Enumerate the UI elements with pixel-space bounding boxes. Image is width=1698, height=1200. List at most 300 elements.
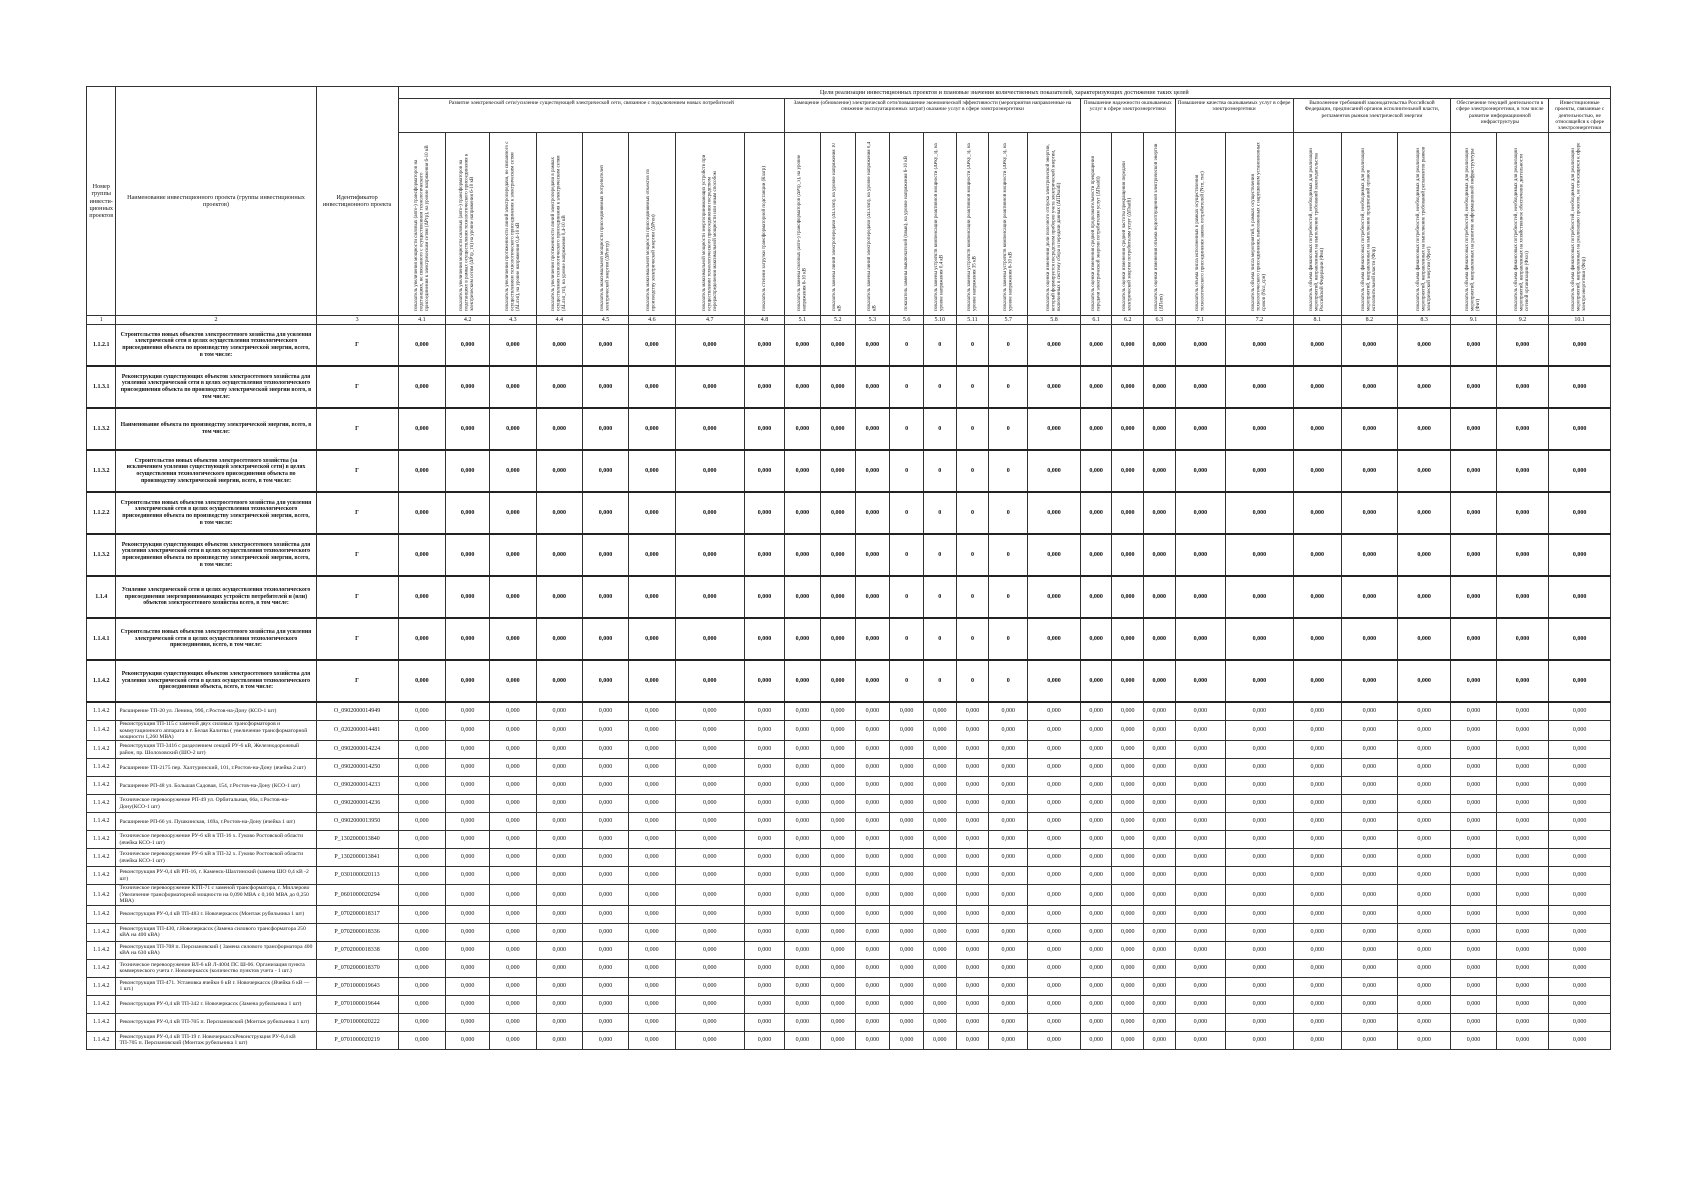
indicator-value: 0,000: [446, 777, 490, 795]
indicator-value: 0,000: [1293, 534, 1341, 576]
indicator-value: 0,000: [1496, 450, 1549, 492]
indicator-value: 0,000: [1293, 849, 1341, 867]
indicator-value: 0,000: [1175, 492, 1226, 534]
goal-group-header: Замещение (обновление) электрической сети/повышение экономической эффективности (мероприятия направленные на снижение эксплуатационных затрат) оказание услуг в сфере электроэнергетики: [785, 99, 1081, 133]
indicator-value: 0,000: [1397, 995, 1451, 1013]
indicator-value: 0,000: [956, 941, 989, 959]
indicator-value: 0,000: [629, 702, 675, 721]
indicator-value: 0,000: [1549, 450, 1611, 492]
indicator-value: 0,000: [1496, 759, 1549, 777]
indicator-value: 0,000: [1175, 408, 1226, 450]
indicator-value: 0,000: [1451, 795, 1496, 813]
indicator-value: 0,000: [989, 795, 1028, 813]
indicator-value: 0,000: [446, 741, 490, 759]
row-name: Реконструкция существующих объектов электросетевого хозяйства для усиления электрической сети в целях осуществления технологического присоединения объекта, всего, в том числе:: [116, 660, 316, 702]
indicator-value: 0,000: [1175, 1013, 1226, 1031]
indicator-header: [785, 133, 821, 316]
indicator-value: 0,000: [1028, 885, 1081, 905]
indicator-value: 0,000: [1397, 849, 1451, 867]
indicator-value: 0,000: [536, 831, 582, 849]
project-row: [87, 905, 1611, 923]
indicator-value: 0,000: [785, 534, 821, 576]
indicator-value: 0: [956, 366, 989, 408]
indicator-value: 0,000: [1080, 721, 1112, 741]
indicator-value: 0,000: [1226, 1013, 1293, 1031]
indicator-value: 0,000: [446, 941, 490, 959]
indicator-value: 0,000: [446, 660, 490, 702]
indicator-value: 0,000: [890, 995, 924, 1013]
indicator-value: 0,000: [446, 795, 490, 813]
indicator-value: 0,000: [745, 408, 785, 450]
indicator-header-text: показатель замены линий электропередачи (ΔLзлэп), на уровне напряжения 10 кВ: [832, 142, 843, 311]
indicator-value: 0,000: [1341, 576, 1397, 618]
indicator-value: 0,000: [1226, 849, 1293, 867]
row-name: Расширение РП-66 ул. Пушкинская, 169а, г.Ростов-на-Дону (ячейка 1 шт): [116, 813, 316, 831]
project-row: [87, 831, 1611, 849]
indicator-value: 0,000: [855, 721, 890, 741]
indicator-value: 0,000: [536, 885, 582, 905]
indicator-value: 0,000: [446, 831, 490, 849]
project-row: [87, 702, 1611, 721]
indicator-value: 0,000: [1112, 941, 1144, 959]
indicator-value: 0,000: [1112, 741, 1144, 759]
indicator-value: 0,000: [629, 867, 675, 885]
row-name: Техническое перевооружение КТП-71 с заменой трансформатора, г. Миллерово (Увеличение трансформаторной мощности на 0,090 МВА с 0,160 МВА до 0,250 МВА): [116, 885, 316, 905]
indicator-value: 0,000: [1080, 867, 1112, 885]
col-project-name-header: Наименование инвестиционного проекта (группы инвестиционных проектов): [116, 87, 316, 316]
indicator-value: 0,000: [1397, 721, 1451, 741]
indicator-value: 0,000: [1175, 1031, 1226, 1049]
indicator-value: 0,000: [446, 492, 490, 534]
indicator-value: 0,000: [675, 1031, 744, 1049]
indicator-value: 0,000: [745, 325, 785, 367]
indicator-value: 0,000: [1451, 576, 1496, 618]
indicator-value: 0,000: [582, 366, 628, 408]
indicator-value: 0: [989, 492, 1028, 534]
indicator-value: 0,000: [1144, 660, 1176, 702]
indicator-value: 0: [923, 366, 956, 408]
indicator-header: [490, 133, 536, 316]
row-number: 1.1.4.2: [87, 1013, 116, 1031]
indicator-value: 0,000: [956, 1013, 989, 1031]
indicator-header: [675, 133, 744, 316]
indicator-value: 0,000: [1293, 408, 1341, 450]
indicator-value: 0,000: [1496, 325, 1549, 367]
indicator-value: 0,000: [675, 831, 744, 849]
indicator-value: 0,000: [1175, 849, 1226, 867]
indicator-value: 0,000: [1226, 977, 1293, 995]
indicator-value: 0,000: [1397, 660, 1451, 702]
indicator-value: 0: [890, 408, 924, 450]
row-identifier: Р_0701000019644: [316, 995, 398, 1013]
project-row: [87, 885, 1611, 905]
indicator-value: 0,000: [1549, 905, 1611, 923]
indicator-value: 0,000: [446, 995, 490, 1013]
indicator-value: 0,000: [785, 702, 821, 721]
indicator-value: 0,000: [745, 867, 785, 885]
row-number: 1.1.4.2: [87, 660, 116, 702]
indicator-value: 0,000: [855, 1013, 890, 1031]
indicator-value: 0,000: [675, 660, 744, 702]
indicator-value: 0,000: [1549, 977, 1611, 995]
indicator-value: 0,000: [890, 813, 924, 831]
indicator-value: 0,000: [820, 721, 855, 741]
indicator-value: 0,000: [1341, 813, 1397, 831]
indicator-value: 0,000: [785, 450, 821, 492]
indicator-value: 0,000: [785, 492, 821, 534]
indicator-value: 0,000: [1451, 885, 1496, 905]
indicator-value: 0,000: [582, 995, 628, 1013]
indicator-value: 0,000: [1293, 366, 1341, 408]
indicator-value: 0,000: [956, 813, 989, 831]
indicator-value: 0,000: [675, 721, 744, 741]
indicator-value: 0,000: [1397, 366, 1451, 408]
indicator-value: 0,000: [1549, 849, 1611, 867]
indicator-value: 0,000: [398, 1013, 445, 1031]
indicator-value: 0,000: [1144, 777, 1176, 795]
goal-group-header: Обеспечение текущей деятельности в сфере электроэнергетики, в том числе развитие информационной инфраструктуры: [1451, 99, 1549, 133]
indicator-value: 0,000: [1293, 660, 1341, 702]
indicator-value: 0,000: [855, 366, 890, 408]
indicator-value: 0,000: [675, 759, 744, 777]
indicator-value: 0,000: [582, 534, 628, 576]
indicator-value: 0,000: [1144, 450, 1176, 492]
indicator-value: 0,000: [536, 977, 582, 995]
indicator-value: 0,000: [1451, 366, 1496, 408]
indicator-value: 0,000: [1549, 325, 1611, 367]
indicator-value: 0,000: [1028, 450, 1081, 492]
indicator-value: 0,000: [490, 1013, 536, 1031]
project-row: [87, 759, 1611, 777]
indicator-value: 0: [890, 576, 924, 618]
column-number: 6.2: [1112, 316, 1144, 325]
indicator-value: 0,000: [1226, 795, 1293, 813]
indicator-value: 0,000: [629, 721, 675, 741]
indicator-value: 0,000: [675, 534, 744, 576]
indicator-value: 0,000: [1144, 831, 1176, 849]
indicator-value: 0,000: [490, 831, 536, 849]
indicator-value: 0,000: [1293, 721, 1341, 741]
indicator-value: 0,000: [890, 959, 924, 977]
indicator-value: 0,000: [536, 450, 582, 492]
indicator-value: 0,000: [490, 777, 536, 795]
indicator-value: 0,000: [890, 849, 924, 867]
row-identifier: Г: [316, 618, 398, 660]
indicator-value: 0,000: [820, 408, 855, 450]
indicator-value: 0,000: [1175, 977, 1226, 995]
col-project-id-header: Идентификатор инвестиционного проекта: [316, 87, 398, 316]
indicator-value: 0,000: [398, 325, 445, 367]
indicator-value: 0,000: [1341, 702, 1397, 721]
indicator-value: 0,000: [820, 741, 855, 759]
indicator-value: 0,000: [490, 492, 536, 534]
indicator-value: 0,000: [675, 941, 744, 959]
indicator-value: 0,000: [582, 325, 628, 367]
indicator-header-text: показатель объема числа исполненных в рамках осуществления технологического присоединения заявок потребителей (Nтп, тнс): [1194, 171, 1206, 311]
indicator-value: 0,000: [855, 905, 890, 923]
indicator-header-text: показатель степени загрузки трансформаторной подстанции (Кзагр): [761, 165, 767, 311]
indicator-value: 0,000: [1175, 325, 1226, 367]
indicator-value: 0: [890, 450, 924, 492]
indicator-value: 0,000: [629, 1031, 675, 1049]
indicator-value: 0,000: [1112, 867, 1144, 885]
row-identifier: Г: [316, 450, 398, 492]
indicator-value: 0,000: [536, 795, 582, 813]
indicator-value: 0,000: [745, 995, 785, 1013]
indicator-value: 0,000: [536, 618, 582, 660]
indicator-header: [1549, 133, 1611, 316]
indicator-value: 0,000: [855, 813, 890, 831]
indicator-value: 0,000: [1293, 618, 1341, 660]
row-number: 1.1.4.2: [87, 741, 116, 759]
indicator-value: 0,000: [745, 759, 785, 777]
indicator-value: 0,000: [923, 885, 956, 905]
indicator-value: 0,000: [398, 813, 445, 831]
indicator-value: 0,000: [1226, 995, 1293, 1013]
indicator-value: 0,000: [1496, 702, 1549, 721]
indicator-value: 0,000: [855, 777, 890, 795]
indicator-value: 0,000: [989, 1013, 1028, 1031]
indicator-value: 0,000: [989, 905, 1028, 923]
indicator-value: 0,000: [923, 995, 956, 1013]
indicator-value: 0,000: [923, 1013, 956, 1031]
row-name: Расширение РП-48 ул. Большая Садовая, 154, г.Ростов-на-Дону (КСО-1 шт): [116, 777, 316, 795]
indicator-value: 0,000: [1226, 1031, 1293, 1049]
indicator-value: 0,000: [1451, 534, 1496, 576]
indicator-value: 0,000: [1341, 941, 1397, 959]
indicator-value: 0,000: [785, 867, 821, 885]
indicator-value: 0,000: [398, 576, 445, 618]
indicator-value: 0,000: [398, 741, 445, 759]
indicator-value: 0,000: [1144, 759, 1176, 777]
indicator-value: 0,000: [1144, 576, 1176, 618]
indicator-value: 0: [923, 325, 956, 367]
indicator-value: 0,000: [820, 777, 855, 795]
row-identifier: О_0902000013950: [316, 813, 398, 831]
indicator-value: 0,000: [490, 660, 536, 702]
indicator-value: 0,000: [820, 1013, 855, 1031]
indicator-value: 0,000: [785, 618, 821, 660]
indicator-value: 0,000: [1496, 941, 1549, 959]
indicator-value: 0,000: [1080, 849, 1112, 867]
indicator-value: 0,000: [536, 702, 582, 721]
indicator-value: 0,000: [745, 1013, 785, 1031]
indicator-value: 0,000: [629, 995, 675, 1013]
indicator-value: 0,000: [398, 534, 445, 576]
investment-indicators-table: [86, 86, 1611, 1050]
indicator-header-text: показатель объема финансовых потребностей, необходимых для реализации мероприятий, направленных на развитие информационной инфраструктуры (Фит): [1465, 147, 1482, 311]
indicator-value: 0,000: [490, 849, 536, 867]
indicator-header: [398, 133, 445, 316]
project-row: [87, 741, 1611, 759]
row-identifier: О_0902000014224: [316, 741, 398, 759]
indicator-value: 0,000: [1549, 759, 1611, 777]
indicator-value: 0,000: [536, 741, 582, 759]
indicator-value: 0,000: [785, 777, 821, 795]
row-name: Техническое перевооружение РУ-6 кВ в ТП-32 х. Гуково Ростовской области (ячейка КСО-1 шт): [116, 849, 316, 867]
project-row: [87, 1013, 1611, 1031]
indicator-value: 0,000: [629, 492, 675, 534]
indicator-value: 0,000: [536, 660, 582, 702]
indicator-value: 0,000: [890, 777, 924, 795]
indicator-value: 0,000: [582, 721, 628, 741]
indicator-value: 0,000: [1112, 995, 1144, 1013]
row-name: Реконструкция существующих объектов электросетевого хозяйства для усиления электрической сети в целях осуществления технологического присоединения объекта по производству электрической энергии, всего, в том числе:: [116, 534, 316, 576]
indicator-value: 0,000: [490, 959, 536, 977]
indicator-value: 0,000: [629, 831, 675, 849]
indicator-value: 0,000: [785, 995, 821, 1013]
indicator-value: 0,000: [785, 759, 821, 777]
indicator-value: 0,000: [785, 941, 821, 959]
indicator-value: 0,000: [1175, 959, 1226, 977]
indicator-value: 0,000: [1397, 325, 1451, 367]
indicator-value: 0,000: [1112, 849, 1144, 867]
indicator-value: 0,000: [1112, 660, 1144, 702]
indicator-value: 0,000: [398, 450, 445, 492]
column-number: 9.1: [1451, 316, 1496, 325]
indicator-value: 0,000: [1175, 660, 1226, 702]
row-number: 1.1.4.2: [87, 831, 116, 849]
indicator-value: 0,000: [1226, 450, 1293, 492]
indicator-value: 0,000: [1496, 813, 1549, 831]
indicator-value: 0,000: [1226, 941, 1293, 959]
indicator-value: 0,000: [1293, 450, 1341, 492]
indicator-value: 0,000: [1341, 325, 1397, 367]
column-number: 4.2: [446, 316, 490, 325]
indicator-value: 0,000: [1549, 366, 1611, 408]
indicator-value: 0,000: [1112, 450, 1144, 492]
indicator-value: 0,000: [1397, 1031, 1451, 1049]
indicator-value: 0,000: [989, 721, 1028, 741]
indicator-value: 0,000: [446, 849, 490, 867]
indicator-header: [1451, 133, 1496, 316]
indicator-header: [1028, 133, 1081, 316]
project-row: [87, 721, 1611, 741]
indicator-value: 0,000: [446, 813, 490, 831]
indicator-value: 0,000: [1451, 849, 1496, 867]
indicator-value: 0,000: [1451, 905, 1496, 923]
indicator-value: 0,000: [923, 741, 956, 759]
indicator-value: 0,000: [1080, 959, 1112, 977]
indicator-value: 0,000: [1496, 408, 1549, 450]
indicator-value: 0,000: [1226, 831, 1293, 849]
indicator-value: 0: [956, 534, 989, 576]
indicator-value: 0,000: [1144, 741, 1176, 759]
row-number: 1.1.4.2: [87, 795, 116, 813]
indicator-value: 0,000: [1028, 849, 1081, 867]
indicator-value: 0,000: [446, 759, 490, 777]
indicator-value: 0,000: [629, 759, 675, 777]
indicator-value: 0,000: [1451, 867, 1496, 885]
indicator-value: 0,000: [923, 721, 956, 741]
indicator-value: 0,000: [1080, 831, 1112, 849]
group-summary-row: [87, 660, 1611, 702]
indicator-value: 0,000: [785, 885, 821, 905]
indicator-value: 0,000: [820, 905, 855, 923]
indicator-value: 0,000: [989, 885, 1028, 905]
column-number: 5.6: [890, 316, 924, 325]
indicator-value: 0,000: [1112, 702, 1144, 721]
indicator-value: 0,000: [1112, 721, 1144, 741]
indicator-value: 0,000: [446, 885, 490, 905]
indicator-value: 0,000: [745, 741, 785, 759]
indicator-value: 0,000: [820, 941, 855, 959]
indicator-value: 0,000: [1112, 408, 1144, 450]
indicator-value: 0,000: [785, 959, 821, 977]
indicator-value: 0,000: [745, 618, 785, 660]
indicator-value: 0,000: [1341, 1013, 1397, 1031]
indicator-value: 0,000: [490, 534, 536, 576]
indicator-value: 0,000: [1341, 741, 1397, 759]
column-number: 7.2: [1226, 316, 1293, 325]
indicator-value: 0,000: [820, 923, 855, 941]
indicator-value: 0,000: [855, 702, 890, 721]
indicator-value: 0,000: [629, 366, 675, 408]
column-number: 5.3: [855, 316, 890, 325]
indicator-value: 0,000: [1080, 795, 1112, 813]
indicator-value: 0,000: [1028, 721, 1081, 741]
indicator-value: 0,000: [923, 702, 956, 721]
indicator-value: 0,000: [582, 867, 628, 885]
indicator-value: 0,000: [1496, 977, 1549, 995]
indicator-value: 0,000: [1144, 923, 1176, 941]
indicator-value: 0,000: [629, 977, 675, 995]
indicator-value: 0,000: [1341, 618, 1397, 660]
indicator-value: 0,000: [1549, 885, 1611, 905]
indicator-value: 0,000: [1496, 959, 1549, 977]
indicator-value: 0,000: [1112, 959, 1144, 977]
indicator-value: 0,000: [675, 977, 744, 995]
indicator-value: 0,000: [675, 408, 744, 450]
goal-group-header: Инвестиционные проекты, связанные с деятельностью, не относящейся к сфере электроэнергетики: [1549, 99, 1611, 133]
indicator-header-text: показатель максимальной мощности присоединяемых потребителей электрической энергии (ΔРпотр): [600, 164, 611, 311]
indicator-value: 0,000: [1226, 534, 1293, 576]
column-number: 1: [87, 316, 116, 325]
row-name: Техническое перевооружение ВЛ-6 кВ Л-4004 ПС Ш-06. Организация пункта коммерческого учета г. Новочеркасск (количество пунктов учета - 1 шт.): [116, 959, 316, 977]
indicator-value: 0,000: [1144, 1031, 1176, 1049]
indicator-value: 0,000: [1451, 741, 1496, 759]
indicator-value: 0,000: [536, 325, 582, 367]
column-number: 5.11: [956, 316, 989, 325]
row-name: Строительство новых объектов электросетевого хозяйства для усиления электрической сети в целях осуществления технологического присоединения, всего, в том числе:: [116, 618, 316, 660]
row-number: 1.1.3.2: [87, 408, 116, 450]
indicator-value: 0,000: [1028, 941, 1081, 959]
indicator-value: 0,000: [398, 905, 445, 923]
indicator-value: 0,000: [1549, 1031, 1611, 1049]
indicator-value: 0,000: [629, 849, 675, 867]
indicator-value: 0,000: [1080, 905, 1112, 923]
indicator-value: 0,000: [1341, 660, 1397, 702]
indicator-value: 0,000: [1144, 492, 1176, 534]
indicator-value: 0,000: [1293, 977, 1341, 995]
indicator-value: 0,000: [1397, 741, 1451, 759]
indicator-value: 0,000: [1496, 366, 1549, 408]
indicator-header-text: показатель увеличения мощности силовых (авто-) трансформаторов на подстанциях, не связанного с осуществлением технологического присоединения к электрическим сетям (ΔPтр), на уровне напряжения 6-10 кВ: [413, 145, 430, 311]
row-identifier: Р_0702000018317: [316, 905, 398, 923]
indicator-value: 0,000: [1397, 702, 1451, 721]
indicator-value: 0,000: [745, 977, 785, 995]
indicator-value: 0,000: [1028, 923, 1081, 941]
indicator-value: 0,000: [1496, 534, 1549, 576]
indicator-value: 0,000: [1144, 325, 1176, 367]
indicator-value: 0,000: [536, 923, 582, 941]
indicator-value: 0,000: [1175, 885, 1226, 905]
indicator-value: 0,000: [1549, 831, 1611, 849]
indicator-value: 0,000: [1293, 741, 1341, 759]
indicator-value: 0,000: [956, 867, 989, 885]
row-number: 1.1.4.2: [87, 867, 116, 885]
indicator-value: 0,000: [490, 795, 536, 813]
